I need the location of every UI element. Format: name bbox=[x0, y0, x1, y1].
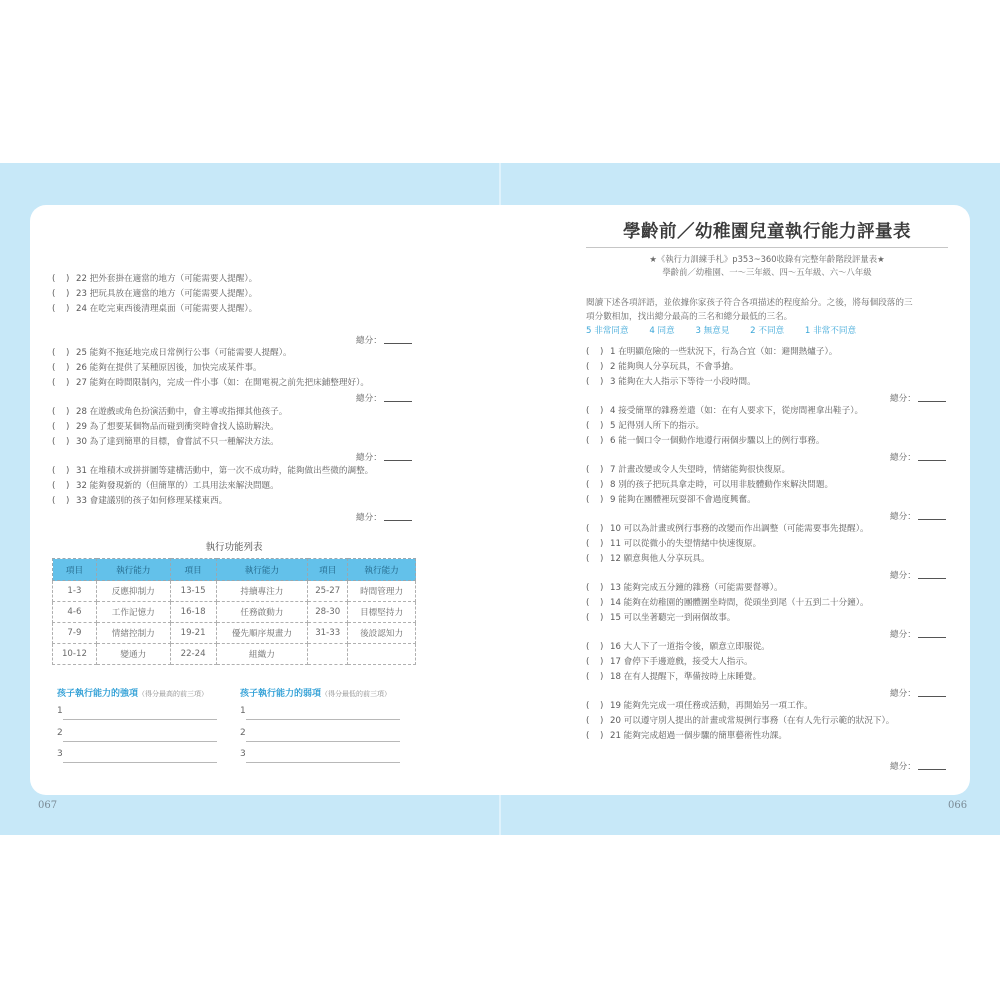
total-score-field[interactable]: 總分： bbox=[890, 392, 946, 404]
score-blank[interactable] bbox=[918, 511, 946, 520]
total-score-field[interactable]: 總分： bbox=[356, 334, 412, 346]
scale-1: 1 非常不同意 bbox=[804, 326, 857, 336]
column-header: 執行能力 bbox=[216, 559, 308, 581]
column-header: 項目 bbox=[170, 559, 216, 581]
rating-item-15: ( ) 15 可以坐著聽完一到兩個故事。 bbox=[586, 613, 736, 623]
rating-item-17: ( ) 17 會停下手邊遊戲，接受大人指示。 bbox=[586, 657, 753, 667]
column-header: 項目 bbox=[53, 559, 97, 581]
score-blank[interactable] bbox=[918, 688, 946, 697]
score-blank[interactable] bbox=[918, 393, 946, 402]
total-score-field[interactable]: 總分： bbox=[890, 687, 946, 699]
score-blank[interactable] bbox=[918, 629, 946, 638]
rating-item-13: ( ) 13 能夠完成五分鐘的雜務（可能需要督導）。 bbox=[586, 583, 783, 593]
rating-item-24: ( ) 24 在吃完東西後清理桌面（可能需要人提醒）。 bbox=[52, 304, 258, 314]
rating-item-3: ( ) 3 能夠在大人指示下等待一小段時間。 bbox=[586, 377, 756, 387]
rating-item-16: ( ) 16 大人下了一道指令後，願意立即服從。 bbox=[586, 642, 770, 652]
weaknesses-heading: 孩子執行能力的弱項（得分最低的前三項） bbox=[240, 689, 392, 699]
rating-item-8: ( ) 8 別的孩子把玩具拿走時，可以用非肢體動作來解決問題。 bbox=[586, 480, 834, 490]
rating-item-33: ( ) 33 會建議別的孩子如何修理某樣東西。 bbox=[52, 496, 228, 506]
rating-item-7: ( ) 7 計畫改變或令人失望時，情緒能夠很快復原。 bbox=[586, 465, 791, 475]
page-number-right: 066 bbox=[948, 800, 968, 811]
scale-4: 4 同意 bbox=[649, 326, 675, 336]
weakness-line-2[interactable]: 2 bbox=[240, 728, 400, 742]
column-header: 執行能力 bbox=[348, 559, 416, 581]
scale-5: 5 非常同意 bbox=[586, 326, 629, 336]
strength-line-1[interactable]: 1 bbox=[57, 706, 217, 720]
rating-item-21: ( ) 21 能夠完成超過一個步驟的簡單藝術性功課。 bbox=[586, 731, 787, 741]
rating-item-32: ( ) 32 能夠發現新的（但簡單的）工具用法來解決問題。 bbox=[52, 481, 279, 491]
column-header: 項目 bbox=[308, 559, 348, 581]
strength-line-3[interactable]: 3 bbox=[57, 749, 217, 763]
strength-line-2[interactable]: 2 bbox=[57, 728, 217, 742]
rating-item-4: ( ) 4 接受簡單的雜務差遣（如：在有人要求下，從房間裡拿出鞋子）。 bbox=[586, 406, 864, 416]
page-number-left: 067 bbox=[38, 800, 58, 811]
rating-item-14: ( ) 14 能夠在幼稚園的團體圍坐時間，從頭坐到尾（十五到二十分鐘）。 bbox=[586, 598, 869, 608]
strengths-heading: 孩子執行能力的強項（得分最高的前三項） bbox=[57, 689, 209, 699]
instructions-line-2: 項分數相加，找出總分最高的三名和總分最低的三名。 bbox=[586, 312, 793, 322]
table-row: 1-3 反應抑制力 13-15 持續專注力 25-27 時間管理力 bbox=[53, 581, 416, 602]
executive-function-table bbox=[52, 558, 416, 665]
score-blank[interactable] bbox=[384, 452, 412, 461]
rating-item-18: ( ) 18 在有人提醒下，準備按時上床睡覺。 bbox=[586, 672, 762, 682]
scale-3: 3 無意見 bbox=[695, 326, 730, 336]
rating-item-9: ( ) 9 能夠在團體裡玩耍卻不會過度興奮。 bbox=[586, 495, 756, 505]
total-score-field[interactable]: 總分： bbox=[356, 511, 412, 523]
rating-item-23: ( ) 23 把玩具放在適當的地方（可能需要人提醒）。 bbox=[52, 289, 258, 299]
rating-item-10: ( ) 10 可以為計畫或例行事務的改變而作出調整（可能需要事先提醒）。 bbox=[586, 524, 869, 534]
rating-item-12: ( ) 12 願意與他人分享玩具。 bbox=[586, 554, 710, 564]
rating-item-2: ( ) 2 能夠與人分享玩具，不會爭搶。 bbox=[586, 362, 739, 372]
score-blank[interactable] bbox=[384, 512, 412, 521]
rating-item-31: ( ) 31 在堆積木或拼拼圖等建構活動中，第一次不成功時，能夠做出些微的調整。 bbox=[52, 466, 374, 476]
weakness-line-3[interactable]: 3 bbox=[240, 749, 400, 763]
rating-item-22: ( ) 22 把外套掛在適當的地方（可能需要人提醒）。 bbox=[52, 274, 258, 284]
rating-item-26: ( ) 26 能夠在提供了某種原因後，加快完成某件事。 bbox=[52, 363, 262, 373]
table-row: 4-6 工作記憶力 16-18 任務啟動力 28-30 目標堅持力 bbox=[53, 602, 416, 623]
total-score-field[interactable]: 總分： bbox=[890, 569, 946, 581]
rating-item-28: ( ) 28 在遊戲或角色扮演活動中，會主導或指揮其他孩子。 bbox=[52, 407, 288, 417]
total-score-field[interactable]: 總分： bbox=[890, 451, 946, 463]
score-blank[interactable] bbox=[384, 393, 412, 402]
rating-item-20: ( ) 20 可以遵守別人提出的計畫或常規例行事務（在有人先行示範的狀況下）。 bbox=[586, 716, 895, 726]
total-score-field[interactable]: 總分： bbox=[890, 510, 946, 522]
total-score-field[interactable]: 總分： bbox=[890, 628, 946, 640]
score-blank[interactable] bbox=[384, 335, 412, 344]
rating-item-30: ( ) 30 為了達到簡單的目標，會嘗試不只一種解決方法。 bbox=[52, 437, 279, 447]
rating-item-29: ( ) 29 為了想要某個物品而碰到衝突時會找人協助解決。 bbox=[52, 422, 279, 432]
score-blank[interactable] bbox=[918, 570, 946, 579]
table-row: 7-9 情緒控制力 19-21 優先順序規畫力 31-33 後設認知力 bbox=[53, 623, 416, 644]
rating-item-6: ( ) 6 能一個口令一個動作地遵行兩個步驟以上的例行事務。 bbox=[586, 436, 825, 446]
rating-item-19: ( ) 19 能夠先完成一項任務或活動，再開始另一項工作。 bbox=[586, 701, 813, 711]
rating-scale-legend bbox=[586, 324, 874, 336]
table-title: 執行功能列表 bbox=[205, 542, 263, 553]
score-blank[interactable] bbox=[918, 761, 946, 770]
title-divider bbox=[586, 247, 948, 248]
scale-2: 2 不同意 bbox=[750, 326, 785, 336]
total-score-field[interactable]: 總分： bbox=[356, 392, 412, 404]
page-title: 學齡前／幼稚園兒童執行能力評量表 bbox=[623, 222, 911, 242]
subtitle-grade-levels: 學齡前／幼稚園、一～三年級、四～五年級、六～八年級 bbox=[662, 267, 872, 277]
table-row: 10-12 變通力 22-24 組織力 bbox=[53, 644, 416, 665]
weakness-line-1[interactable]: 1 bbox=[240, 706, 400, 720]
score-blank[interactable] bbox=[918, 452, 946, 461]
rating-item-25: ( ) 25 能夠不拖延地完成日常例行公事（可能需要人提醒）。 bbox=[52, 348, 292, 358]
instructions-line-1: 閱讀下述各項評語，並依據你家孩子符合各項描述的程度給分。之後，將每個段落的三 bbox=[586, 298, 913, 308]
total-score-field[interactable]: 總分： bbox=[890, 760, 946, 772]
total-score-field[interactable]: 總分： bbox=[356, 451, 412, 463]
rating-item-11: ( ) 11 可以從微小的失望情緒中快速復原。 bbox=[586, 539, 762, 549]
rating-item-27: ( ) 27 能夠在時間限制內，完成一件小事（如：在開電視之前先把床鋪整理好）。 bbox=[52, 378, 369, 388]
rating-item-5: ( ) 5 記得別人所下的指示。 bbox=[586, 421, 705, 431]
rating-item-1: ( ) 1 在明顯危險的一些狀況下，行為合宜（如：避開熱爐子）。 bbox=[586, 347, 838, 357]
column-header: 執行能力 bbox=[96, 559, 170, 581]
subtitle-reference: ★《執行力訓練手札》p353~360收錄有完整年齡階段評量表★ bbox=[649, 254, 885, 264]
table-header-row bbox=[53, 559, 416, 581]
